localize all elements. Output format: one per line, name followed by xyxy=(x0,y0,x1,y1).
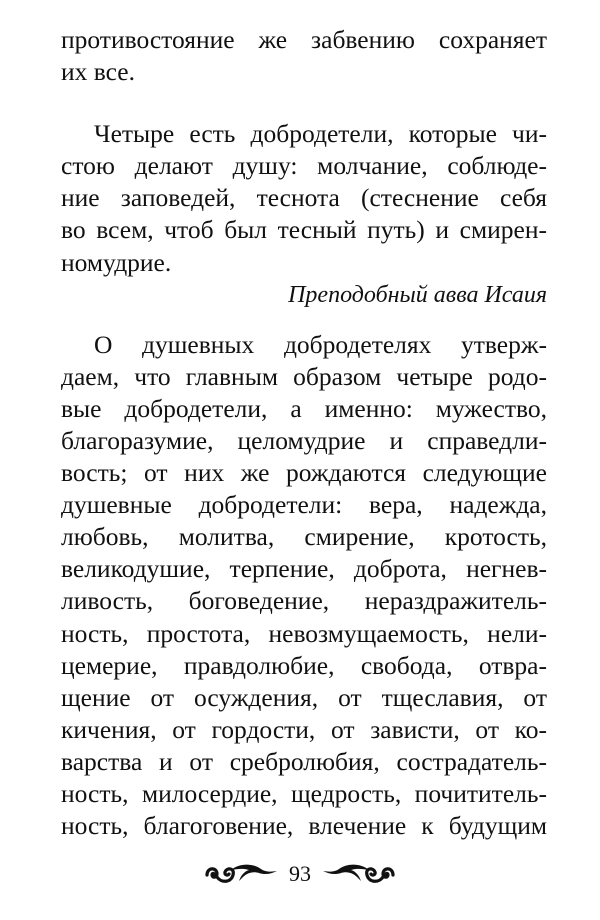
page-footer xyxy=(0,852,600,896)
paragraph-gap xyxy=(61,88,547,118)
text-line: стою делают душу: молчание, соблюде- xyxy=(61,151,547,181)
text-line: ность, простота, невозмущаемость, нели- xyxy=(61,618,547,648)
text-line: вость; от них же рождаются следующие xyxy=(61,458,547,488)
page-body xyxy=(61,24,547,842)
text-line: кичения, от гордости, от зависти, от ко- xyxy=(61,714,547,744)
text-line: О душевных добродетелях утверж- xyxy=(94,329,547,359)
text-line: цемерие, правдолюбие, свобода, отвра- xyxy=(61,650,547,680)
text-line: даем, что главным образом четыре родо- xyxy=(61,361,547,391)
paragraph-2 xyxy=(61,118,547,310)
paragraph-1 xyxy=(61,24,547,88)
paragraph-gap xyxy=(61,311,547,329)
text-line: любовь, молитва, смирение, кротость, xyxy=(61,522,547,552)
text-line: ние заповедей, теснота (стеснение себя xyxy=(61,183,547,213)
text-line: номудрие. xyxy=(61,247,172,277)
text-line: щение от осуждения, от тщеславия, от xyxy=(61,682,547,712)
text-line: во всем, чтоб был тесный путь) и смирен- xyxy=(61,215,547,245)
paragraph-3 xyxy=(61,329,547,843)
text-line: варства и от сребролюбия, сострадатель- xyxy=(61,746,547,776)
text-line: противостояние же забвению сохраняет xyxy=(61,25,547,54)
text-line: благоразумие, целомудрие и справедли- xyxy=(61,425,547,455)
quote-attribution: Преподобный авва Исаия xyxy=(288,281,547,308)
text-line: вые добродетели, а именно: мужество, xyxy=(61,393,547,423)
text-line: ливость, боговедение, нераздражитель- xyxy=(61,586,547,616)
text-line: великодушие, терпение, доброта, негнев- xyxy=(61,554,547,584)
scroll-ornament-left-icon xyxy=(203,861,279,887)
page-number: 93 xyxy=(289,861,311,886)
text-line: ность, милосердие, щедрость, почититель- xyxy=(61,778,547,808)
text-line: ность, благоговение, влечение к будущим xyxy=(61,811,547,841)
text-line: Четыре есть добродетели, которые чи- xyxy=(94,119,547,149)
text-line: душевные добродетели: вера, надежда, xyxy=(61,490,547,520)
scroll-ornament-right-icon xyxy=(321,861,397,887)
text-line: их все. xyxy=(61,57,135,87)
